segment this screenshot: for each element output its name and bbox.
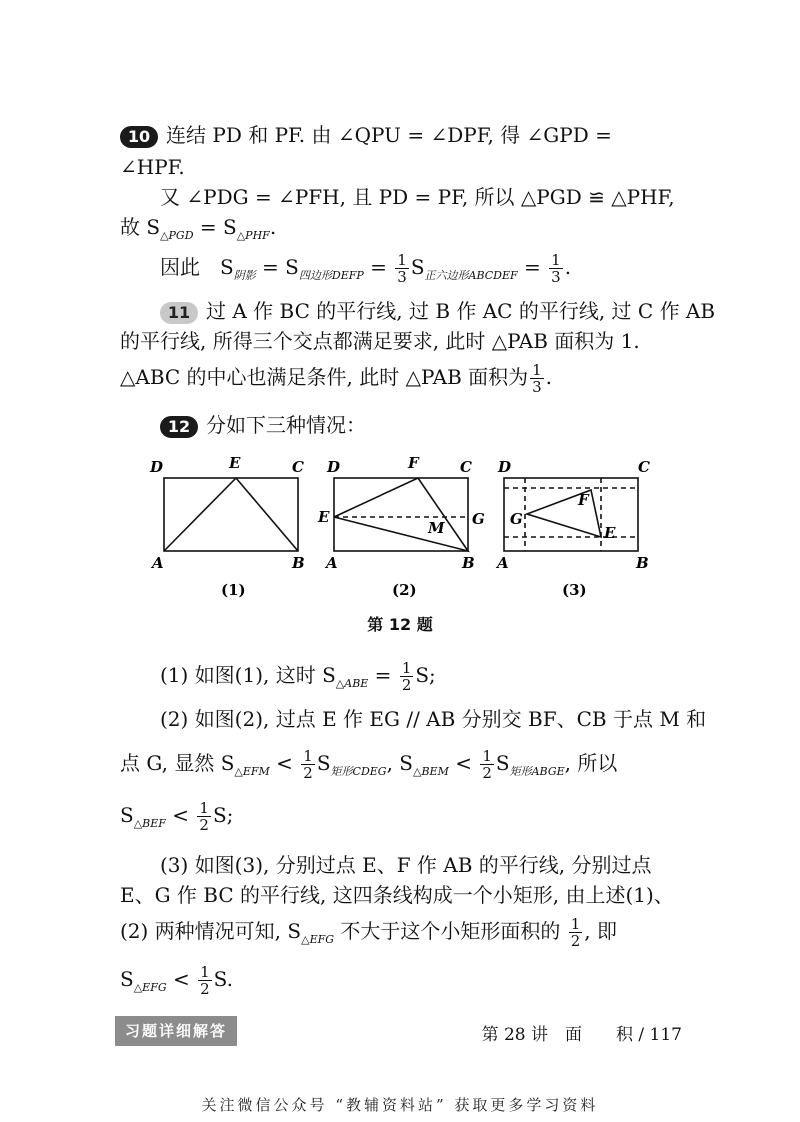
fig3-point-B: B [636, 554, 649, 572]
fig1-point-D: D [150, 458, 164, 476]
figure-1 [164, 478, 298, 551]
fig3-label: (3) [562, 581, 587, 599]
fig1-point-E: E [229, 454, 241, 472]
fig2-point-D: D [327, 458, 341, 476]
fraction: $\frac{1}{2}$ [200, 963, 210, 998]
fraction: $\frac{1}{2}$ [199, 799, 209, 834]
fig3-point-A: A [497, 554, 509, 572]
fraction: $\frac{1}{2}$ [303, 747, 313, 782]
fig3-point-G: G [510, 510, 523, 528]
page-number: 第 28 讲 面 积 / 117 [481, 1025, 682, 1045]
fig3-point-F: F [578, 491, 589, 509]
sol10-text1: 连结 PD 和 PF. 由 ∠QPU = ∠DPF, 得 ∠GPD = [166, 123, 612, 147]
sol11-line2: 的平行线, 所得三个交点都满足要求, 此时 △PAB 面积为 1. [120, 329, 640, 353]
sol11-line3: △ABC 的中心也满足条件, 此时 △PAB 面积为 $\frac{1}{3}$ . [120, 361, 553, 396]
sol10-line3: 又 ∠PDG = ∠PFH, 且 PD = PF, 所以 △PGD ≌ △PHF, [160, 185, 675, 209]
fig3-point-E: E [604, 524, 616, 542]
case2-line3: $S_{\triangle BEF}$ < $\frac{1}{2}$ S; [120, 799, 234, 834]
sol10-line2: ∠HPF. [120, 155, 185, 179]
case1: (1) 如图(1), 这时 $S_{\triangle ABE}$ = $\frac{1}{2}$ S; [160, 659, 436, 694]
fig3-point-C: C [638, 458, 650, 476]
fig3-triangle [527, 490, 601, 537]
fraction: $\frac{1}{2}$ [401, 659, 412, 694]
fraction: $\frac{1}{3}$ [551, 251, 561, 286]
watermark-note: 关注微信公众号 “教辅资料站” 获取更多学习资料 [201, 1096, 599, 1114]
fraction: $\frac{1}{2}$ [482, 747, 492, 782]
fig2-label: (2) [392, 581, 417, 599]
fig2-point-G: G [472, 510, 485, 528]
sol12-intro: 12 分如下三种情况： [160, 410, 366, 440]
fig1-label: (1) [221, 581, 246, 599]
figure-2 [334, 478, 468, 551]
figure-3 [504, 478, 638, 551]
fig3-point-D: D [498, 458, 512, 476]
fig1-rectangle [164, 478, 298, 551]
fig2-point-E: E [318, 508, 330, 526]
fig2-point-A: A [326, 554, 338, 572]
case3-line4: $S_{\triangle EFG}$ < $\frac{1}{2}$ S. [120, 963, 234, 998]
case3-line3: (2) 两种情况可知, $S_{\triangle EFG}$ 不大于这个小矩形面积的 $\frac{1}{2}$ , 即 [120, 915, 618, 950]
problem-number-badge: 12 [160, 416, 198, 438]
sol10-line1 [120, 120, 612, 150]
figure-caption: 第 12 题 [367, 615, 433, 634]
fig2-point-B: B [462, 554, 475, 572]
fig3-rectangle [504, 478, 638, 551]
case3-line2: E、G 作 BC 的平行线, 这四条线构成一个小矩形, 由上述(1)、 [120, 883, 674, 907]
fig2-triangle [334, 478, 468, 551]
fig1-point-A: A [152, 554, 164, 572]
fig2-point-C: C [460, 458, 472, 476]
case3-line1: (3) 如图(3), 分别过点 E、F 作 AB 的平行线, 分别过点 [160, 853, 652, 877]
fig2-rectangle [334, 478, 468, 551]
fig1-triangle [164, 478, 298, 551]
problem-number-badge: 10 [120, 126, 158, 148]
sol10-line5: 因此 $S_{阴影} = S_{四边形DEFP}$ = $\frac{1}{3}$ $S_{正六边形ABCDEF}$ = $\frac{1}{3}$ . [160, 251, 572, 286]
fig2-point-F: F [408, 454, 419, 472]
fraction: $\frac{1}{3}$ [532, 361, 542, 396]
fraction: $\frac{1}{3}$ [397, 251, 407, 286]
fraction: $\frac{1}{2}$ [570, 915, 581, 950]
problem-number-badge: 11 [160, 302, 198, 324]
fig1-point-B: B [292, 554, 305, 572]
section-tag: 习题详细解答 [115, 1016, 237, 1046]
case2-line1: (2) 如图(2), 过点 E 作 EG // AB 分别交 BF、CB 于点 M 和 [160, 707, 707, 731]
sol11-line1: 11 过 A 作 BC 的平行线, 过 B 作 AC 的平行线, 过 C 作 AB [160, 296, 715, 326]
fig1-point-C: C [292, 458, 304, 476]
case2-line2: 点 G, 显然 $S_{\triangle EFM}$ < $\frac{1}{2}$ $S_{矩形CDEG}$, $S_{\triangle BEM}$ < $\frac{1}{2}$ $S_{矩形ABGE}$, 所以 [120, 747, 618, 782]
figure-12 [0, 450, 800, 630]
fig2-point-M: M [428, 519, 445, 537]
sol10-line4: 故 $S_{\triangle PGD} = S_{\triangle PHF}$. [120, 215, 277, 242]
